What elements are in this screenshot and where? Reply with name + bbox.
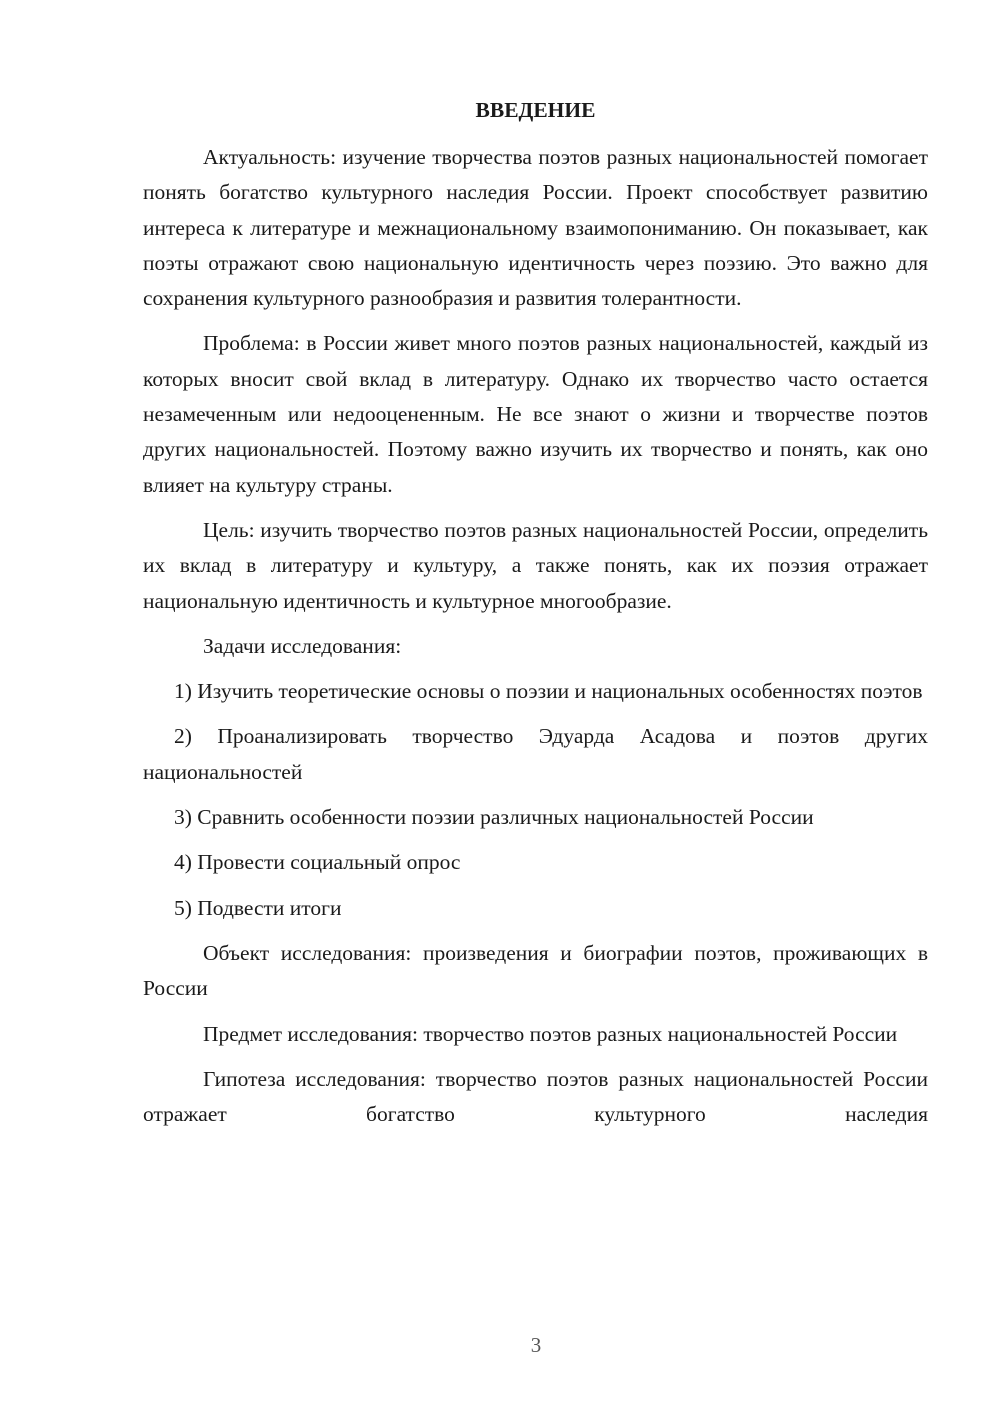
task-item: 4) Провести социальный опрос	[174, 850, 461, 875]
object-paragraph: Объект исследования: произведения и биографии поэтов, проживающих в России	[143, 940, 928, 1001]
tasks-heading: Задачи исследования:	[203, 633, 402, 658]
page-number: 3	[530, 1333, 542, 1357]
page-title: ВВЕДЕНИЕ	[475, 98, 596, 122]
subject-paragraph: Предмет исследования: творчество поэтов разных национальностей России	[203, 1021, 898, 1046]
problem-paragraph: Проблема: в России живет много поэтов разных национальностей, каждый из которых вносит свой вклад в литературу. Однако их творчество часто остается незамеченным или недооцененным. Не все знают о жизни и творчестве поэтов других национальностей. Поэтому важно изучить их творчество и понять, как оно влияет на культуру страны.	[143, 331, 928, 497]
task-item: 1) Изучить теоретические основы о поэзии и национальных особенностях поэтов	[174, 679, 923, 704]
task-item: 5) Подвести итоги	[174, 895, 342, 920]
task-item: 2) Проанализировать творчество Эдуарда Асадова и поэтов других национальностей	[143, 724, 928, 784]
goal-paragraph: Цель: изучить творчество поэтов разных национальностей России, определить их вклад в литературу и культуру, а также понять, как их поэзия отражает национальную идентичность и культурное многообразие.	[143, 517, 928, 613]
relevance-paragraph: Актуальность: изучение творчества поэтов разных национальностей помогает понять богатство культурного наследия России. Проект способствует развитию интереса к литературе и межнациональному взаимопониманию. Он показывает, как поэты отражают свою национальную идентичность через поэзию. Это важно для сохранения культурного разнообразия и развития толерантности.	[143, 145, 928, 311]
task-item: 3) Сравнить особенности поэзии различных национальностей России	[174, 805, 814, 830]
page-content	[143, 91, 928, 1142]
hypothesis-paragraph: Гипотеза исследования: творчество поэтов разных национальностей России отражает богатство культурного наследия	[143, 1066, 928, 1127]
